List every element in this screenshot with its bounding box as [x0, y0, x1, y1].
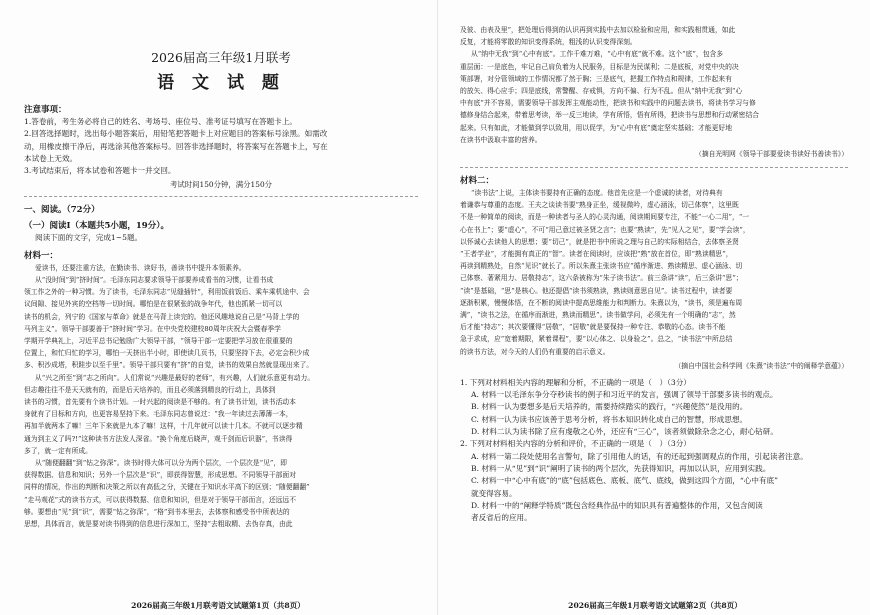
text-line: 着谦恭与尊重的态度。王夫之谈读书要“熟身正坐，缓视微吟，虚心涵泳，切己体察”，这里既	[460, 201, 739, 210]
text-line: 后才能“持志”；其次要懂得“居敬”，“居敬”就是要保持一种专注、恭敬的心态。读书不能	[460, 323, 726, 332]
text-line: “王者学业”，才能拥有真正的“智”。读者在阅读时，应该把“熟”放在首位，即“熟读精思”，	[460, 250, 733, 259]
source-citation: （摘自中国社会科学网《朱熹“读书法”中的阐释学意蕴》）	[674, 361, 848, 370]
option-a: A. 材料一第二段处使用名言警句，除了引用他人的话，有的还起到强调观点的作用，引起读者注意。	[471, 451, 808, 461]
source-citation: （摘自光明网《领导干部要爱读书读好书善读书》）	[695, 150, 848, 159]
material-two-label: 材料二：	[460, 176, 495, 187]
text-line: 够。要想由“见”到“识”，需要“钻之弥深”，“格”到书本里去，去体察和感受书中所表达的	[24, 507, 290, 516]
page-footer: 2026届高三年级1月联考语文试题第1页（共8页）	[131, 601, 305, 610]
text-line: 德修身结合起来，带着思考读，举一反三地读，学有所悟，悟有所得，把读书与思想和行动紧密结合	[460, 111, 760, 120]
exam-title: 2026届高三年级1月联考	[151, 50, 291, 65]
notice-list	[24, 116, 418, 177]
notice-line: 3.考试结束后，将本试卷和答题卡一并交回。	[24, 166, 176, 176]
text-line: 反复，才能将零散的知识变得系统，粗浅的认识变得深刻。	[460, 38, 637, 47]
notice-heading: 注意事项：	[24, 105, 67, 115]
exam-time: 考试时间150分钟，满分150分	[169, 180, 273, 190]
text-line: 起来。只有如此，才能做到学以致用，用以促学，为“心中有底”奠定坚实基础；才能更好地	[460, 123, 733, 132]
text-line: 但志趣往往不是天天就有的，而是后天培养的，而且必须落到精良的行动上，具体到	[24, 385, 276, 394]
page-footer: 2026届高三年级1月联考语文试题第2页（共8页）	[568, 601, 742, 610]
text-line: 从“兴之所至”到“志之所向”。人们常说“兴趣是最好的老师”，有兴趣，人们就乐意更有动力。	[35, 373, 315, 382]
text-line: 在读书中汲取丰富的营养。	[460, 135, 542, 144]
text-line: 重层面：一是底色，牢记自己肩负着为人民服务，目标是为民谋利；二是底板，对党中央的决	[460, 62, 739, 71]
material-one-continued	[460, 24, 848, 146]
text-line: 再读到精熟处，自然“见识”就长了。所以朱熹主张读书应“循序渐进、熟读精思、虚心涵泳、切	[460, 262, 743, 271]
text-line: “读”是基础，“思”是核心。他还提倡“读书须熟读，熟读则意思自见”。读书过程中，读者要	[460, 286, 733, 295]
text-line: 获得数据、信息和知识；另外一个层次是“识”，即获得智慧，形成思想。不同领导干部面对	[24, 471, 297, 480]
option-c: C. 材料一中“心中有底”的“底”包括底色、底板、底气、底线，做到这四个方面，“心中有底”	[471, 476, 779, 486]
text-line: 同样的情况，作出的判断和决策之所以有高低之分，关键在于知识水平高下的区别；“随便翻翻”	[24, 483, 310, 492]
material-one-label: 材料一：	[24, 250, 59, 261]
option-c: C. 材料一认为读书应该善于思考分析，将书本知识转化成自己的智慧，形成思想。	[471, 414, 748, 424]
text-line: 从“没时间”到“挤时间”。毛泽东同志要求领导干部要养成看书的习惯，让看书成	[35, 275, 274, 284]
divider	[460, 167, 848, 168]
question-1	[460, 377, 848, 438]
text-line: 身就有了目标和方向，也更容易坚持下来。毛泽东同志曾说过：“我一年读过去薄薄一本，	[24, 410, 293, 419]
notice-line: 2.回答选择题时，选出每小题答案后，用铅笔把答题卡上对应题目的答案标号涂黑。如需改	[24, 129, 328, 139]
text-line: 爱读书，还要注重方法，在勤读书、读好书，善读书中提升本领素养。	[35, 263, 246, 272]
option-b: B. 材料一从“见”到“识”阐明了读书的两个层次，先获得知识，再加以认识，应用到实践。	[471, 463, 771, 473]
question-stem: 2. 下列对材料相关内容的分析和评价，不正确的一项是（ ）（3分）	[460, 439, 691, 449]
text-line: 再加半就两本了嘛！三年下来就是九本了嘛！这样，十几年就可以读十几本。不就可以逐步精	[24, 422, 303, 431]
material-two-text	[460, 187, 848, 358]
text-line: “走马观花”式的读书方式，可以获得数据、信息和知识，但是对于领导干部而言，还远远不	[24, 495, 297, 504]
option-d: D. 材料二认为读书除了应有虔敬之心外，还应有“三心”，该者须做除杂念之心，耐心钻研。	[471, 427, 778, 437]
text-line: 通为到主义了吗?!”这种读书方法发人深省。“换个角度后晓声，观千剑而后识器”，书读得	[24, 434, 293, 443]
text-line: 心在书上”；要“虚心”，不可“用己意过被圣贤之言”；也要“熟读”，先“见人之见”，要“学会读”，	[460, 225, 750, 234]
text-line: 策部署，对分管领域的工作情况都了然于胸；三是底气，把握工作特点和规律，工作起来有	[460, 74, 732, 83]
question-stem: 1. 下列对材料相关内容的理解和分析，不正确的一项是（ ）（3分）	[460, 377, 691, 387]
text-line: 及彼、由表及里”，把处理后得到的认识再到实践中去加以检验和应用，和实践相贯通，如此	[460, 26, 736, 34]
text-line: 以怀诚心去读他人的思想；要“切己”，就是把书中所说之理与自己的实际相结合，去体察圣贤	[460, 237, 739, 246]
text-line: 的放矢、得心应手；四是底线，常警醒、存戒惧，方向不偏、行为不乱。但从“纳中无我”到“心	[460, 87, 743, 96]
text-line: 逐渐积累，慢慢体悟，在不断的阅读中提高思维能力和判断力。朱熹以为，“读书，须是遍布周	[460, 298, 743, 307]
text-line: 领工作之外的一种习惯。为了读书，毛泽东同志“见缝插针”，利用饭前饭后、乘车乘机途中、会	[24, 288, 310, 297]
notice-line: 动，用橡皮擦干净后，再选涂其他答案标号。回答非选择题时，将答案写在答题卡上，写在	[24, 141, 328, 151]
text-line: 从“纳中无我”到“心中有底”。工作千难万难，“心中有底”就不难。这个“底”，包含多	[471, 50, 724, 59]
text-line: 多、积沙成塔，积跬步以至千里”。领导干部只要有“挤”的自觉，读书的效果自然就显现出来了。	[24, 361, 314, 370]
option-d-continued: 者反省后的应用。	[471, 513, 532, 523]
text-line: 读书的机会，列宁的《国家与革命》就是在马背上读完的。他还风趣地说自己是“马背上学的	[24, 312, 300, 321]
option-a: A. 材料一以毛泽东争分夺秒读书的例子和习近平的发言，强调了领导干部要多读书的观点。	[471, 390, 778, 400]
text-line: 思想，具体而言，就是要对读书得到的信息进行深加工，坚持“去粗取精、去伪存真，由此	[24, 520, 293, 529]
page-2	[440, 0, 870, 615]
text-line: 位置上，和忙归忙的学习，哪怕一天挤出半小时，即使读几页书，只要坚持下去，必定会积少成	[24, 349, 310, 358]
question-2	[460, 438, 848, 524]
subject-title: 语 文 试 题	[157, 73, 285, 93]
text-line: 议间隙、接见外宾的空档等一切时间。哪怕是在很紧张的战争年代，他也抓紧一切可以	[24, 300, 283, 309]
page-fold	[437, 0, 438, 615]
notice-line: 1.答卷前，考生务必将自己的姓名、考场号、座位号、准考证号填写在答题卡上。	[24, 117, 298, 126]
text-line: 读书的习惯，首先要有个读书计划。一时兴起的阅读是不够的。有了读书计划，读书活动本	[24, 398, 296, 407]
section-heading: 一、阅读。（72分）	[24, 205, 100, 216]
text-line: 满”，“读书之法，在循序而渐进，熟读而精思”。读书做学问，必须先有一个明确的“志”，然	[460, 311, 736, 320]
option-d: D. 材料一中的“阐释学特质”既包含经典作品中的知识具有普遍整体的作用，又包含阅读	[471, 500, 763, 510]
text-line: “读书法”上说，主体读书要持有正确的态度。他首先应是一个虚诚的读者，对待典有	[471, 189, 723, 198]
text-line: 从“随便翻翻”到“钻之弥深”。读书时得大体可以分为两个层次，一个层次是“见”，即	[35, 459, 287, 468]
text-line: 己体察、著紧用力、居敬持志”，这六条被称为“朱子读书法”。前三条讲“读”，后三条讲“思”；	[460, 274, 743, 283]
text-line: 学期开学典礼上，习近平总书记勉励广大领导干部，“领导干部一定要把学习放在很重要的	[24, 337, 293, 345]
notice-line: 本试卷上无效。	[24, 153, 78, 163]
text-line: 急于求成，应“宽着期限，紧着课程”，要“以心体之、以身验之”。总之，“读书法”中所总结	[460, 335, 733, 344]
text-line: 不是一种简单的阅读，而是一种读者与圣人的心灵沟通，阅读期间要专注，不能“一心二用”，“一	[460, 213, 750, 222]
text-line: 的读书方法，对今天的人们仍有重要的启示意义。	[460, 347, 610, 356]
material-one-text	[24, 262, 418, 530]
instruction: 阅读下面的文字，完成1~5题。	[35, 233, 143, 243]
text-line: 马列主义”。领导干部要善于“挤时间”学习。在中央党校建校80周年庆祝大会暨春季学	[24, 324, 281, 333]
text-line: 中有底”并不容易，需要领导干部发挥主观能动性，把读书和实践中的问题去读书，将读书学习与修	[460, 99, 756, 108]
subsection-heading: （一）阅读Ⅰ（本题共5小题，19分）。	[24, 221, 169, 232]
option-c-continued: 就变得容易。	[471, 488, 517, 498]
divider	[24, 196, 418, 197]
text-line: 多了，就一定有所成。	[24, 446, 92, 455]
option-b: B. 材料一认为要想多是后天培养的，需要持续踏实的践行，“兴趣使然”是没用的。	[471, 402, 748, 412]
